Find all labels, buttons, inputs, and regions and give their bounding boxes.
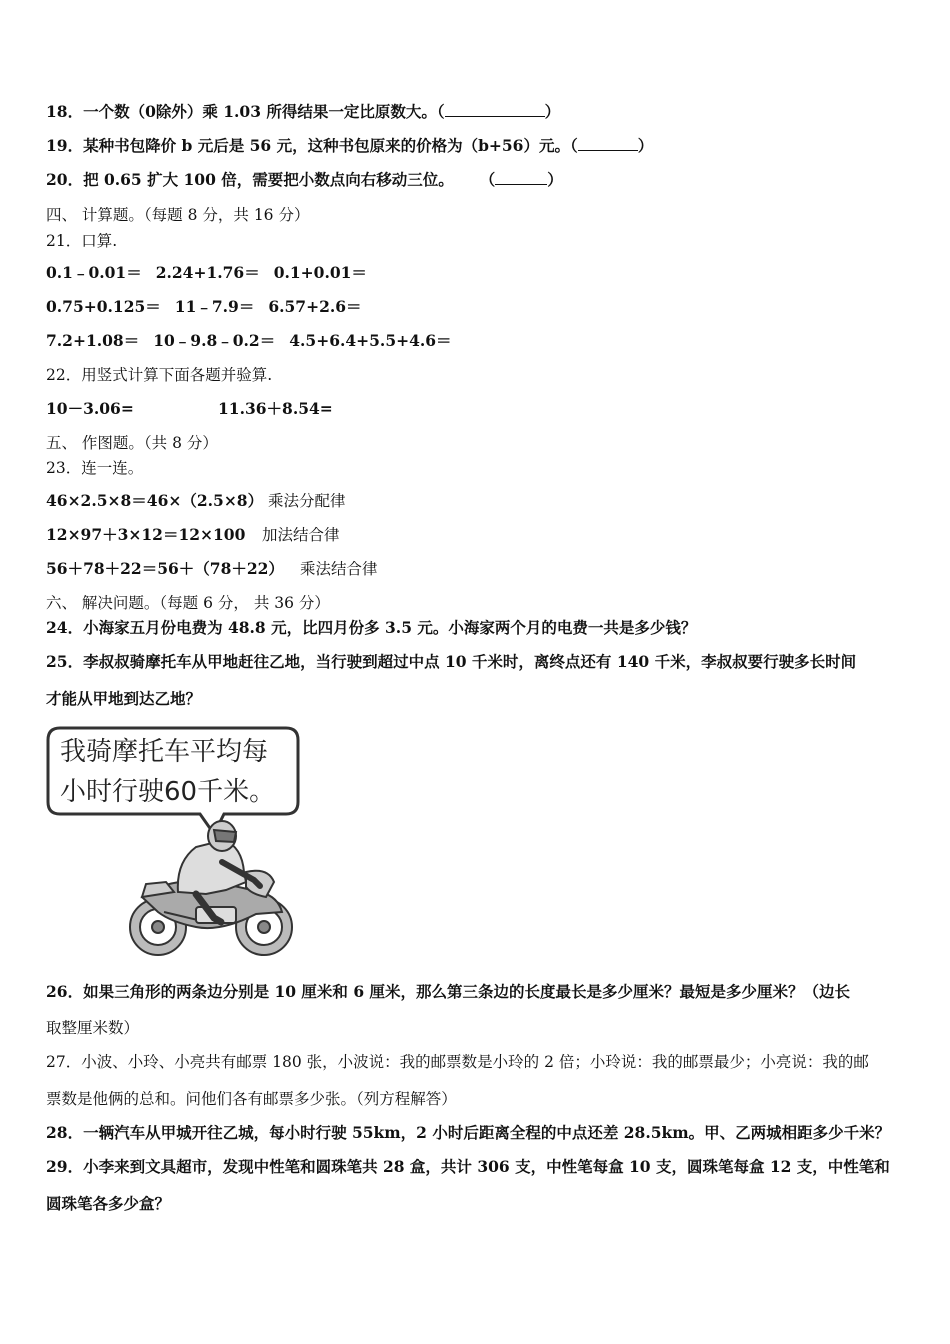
question-24: 24．小海家五月份电费为 48.8 元，比四月份多 3.5 元。小海家两个月的电费一共是多少钱？ bbox=[46, 618, 697, 637]
section-5-heading: 五、 作图题。（共 8 分） bbox=[46, 434, 218, 452]
question-28: 28．一辆汽车从甲城开往乙城，每小时行驶 55km，2 小时后距离全程的中点还差 28.5km。甲、乙两城相距多少千米？ bbox=[46, 1123, 891, 1142]
question-18 bbox=[46, 102, 560, 122]
question-20 bbox=[46, 170, 563, 190]
answer-blank[interactable] bbox=[445, 102, 545, 117]
match-left-item[interactable]: 56＋78＋22＝56＋（78＋22） bbox=[46, 559, 284, 578]
match-right-item[interactable]: 乘法分配律 bbox=[268, 492, 346, 510]
paren-open: （ bbox=[479, 170, 496, 189]
match-right-item[interactable]: 加法结合律 bbox=[262, 526, 340, 544]
question-19 bbox=[46, 136, 653, 156]
oral-calc-item: 11﹣7.9＝ bbox=[174, 297, 255, 316]
oral-calc-item: 0.1+0.01＝ bbox=[273, 263, 367, 282]
paren-close: ） bbox=[637, 136, 654, 155]
oral-calc-item: 10﹣9.8﹣0.2＝ bbox=[153, 331, 276, 350]
question-19-text: 19．某种书包降价 b 元后是 56 元，这种书包原来的价格为（b+56）元。（ bbox=[46, 136, 578, 155]
section-6-heading: 六、 解决问题。（每题 6 分， 共 36 分） bbox=[46, 594, 330, 612]
paren-close: ） bbox=[547, 170, 563, 189]
question-18-text: 18．一个数（0除外）乘 1.03 所得结果一定比原数大。（ bbox=[46, 102, 445, 121]
oral-calc-row bbox=[46, 331, 452, 351]
question-25-line2: 才能从甲地到达乙地？ bbox=[46, 689, 202, 708]
oral-calc-row bbox=[46, 297, 362, 317]
oral-calc-item: 6.57+2.6＝ bbox=[268, 297, 362, 316]
match-left-item[interactable]: 12×97＋3×12＝12×100 bbox=[46, 525, 246, 544]
question-27-line1: 27．小波、小玲、小亮共有邮票 180 张，小波说：我的邮票数是小玲的 2 倍；小玲说：我的邮票最少；小亮说：我的邮 bbox=[46, 1053, 869, 1071]
oral-calc-item: 0.1﹣0.01＝ bbox=[46, 263, 142, 282]
bubble-text-line1: 我骑摩托车平均每 bbox=[60, 737, 269, 767]
question-23-title: 23．连一连。 bbox=[46, 459, 144, 477]
bubble-text-line2: 小时行驶60千米。 bbox=[60, 777, 276, 807]
question-29-line2: 圆珠笔各多少盒？ bbox=[46, 1194, 171, 1213]
question-22-title: 22．用竖式计算下面各题并验算. bbox=[46, 366, 273, 384]
question-25-line1: 25．李叔叔骑摩托车从甲地赶往乙地，当行驶到超过中点 10 千米时，离终点还有 140 千米，李叔叔要行驶多长时间 bbox=[46, 652, 857, 671]
section-4-heading: 四、 计算题。（每题 8 分，共 16 分） bbox=[46, 206, 310, 224]
question-27-line2: 票数是他俩的总和。问他们各有邮票多少张。（列方程解答） bbox=[46, 1090, 457, 1108]
vertical-calc-b: 11.36＋8.54= bbox=[218, 399, 333, 418]
question-29-line1: 29．小李来到文具超市，发现中性笔和圆珠笔共 28 盒，共计 306 支，中性笔每盒 10 支，圆珠笔每盒 12 支，中性笔和 bbox=[46, 1157, 890, 1176]
oral-calc-row bbox=[46, 263, 367, 283]
answer-blank[interactable] bbox=[578, 136, 638, 151]
question-26-line1: 26．如果三角形的两条边分别是 10 厘米和 6 厘米，那么第三条边的长度最长是多少厘米？最短是多少厘米？（边长 bbox=[46, 982, 851, 1001]
match-left-item[interactable]: 46×2.5×8＝46×（2.5×8） bbox=[46, 491, 264, 510]
match-right-item[interactable]: 乘法结合律 bbox=[300, 560, 378, 578]
oral-calc-item: 0.75+0.125＝ bbox=[46, 297, 161, 316]
answer-blank[interactable] bbox=[495, 170, 547, 185]
question-20-text: 20．把 0.65 扩大 100 倍，需要把小数点向右移动三位。 bbox=[46, 170, 454, 189]
question-21-title: 21．口算. bbox=[46, 232, 118, 250]
vertical-calc-a: 10－3.06= bbox=[46, 399, 134, 418]
question-26-line2: 取整厘米数） bbox=[46, 1019, 140, 1037]
speech-bubble bbox=[48, 728, 298, 834]
paren-close: ） bbox=[544, 102, 561, 121]
oral-calc-item: 2.24+1.76＝ bbox=[155, 263, 260, 282]
oral-calc-item: 7.2+1.08＝ bbox=[46, 331, 140, 350]
oral-calc-item: 4.5+6.4+5.5+4.6＝ bbox=[289, 331, 452, 350]
motorcycle-rider-illustration bbox=[46, 722, 306, 967]
